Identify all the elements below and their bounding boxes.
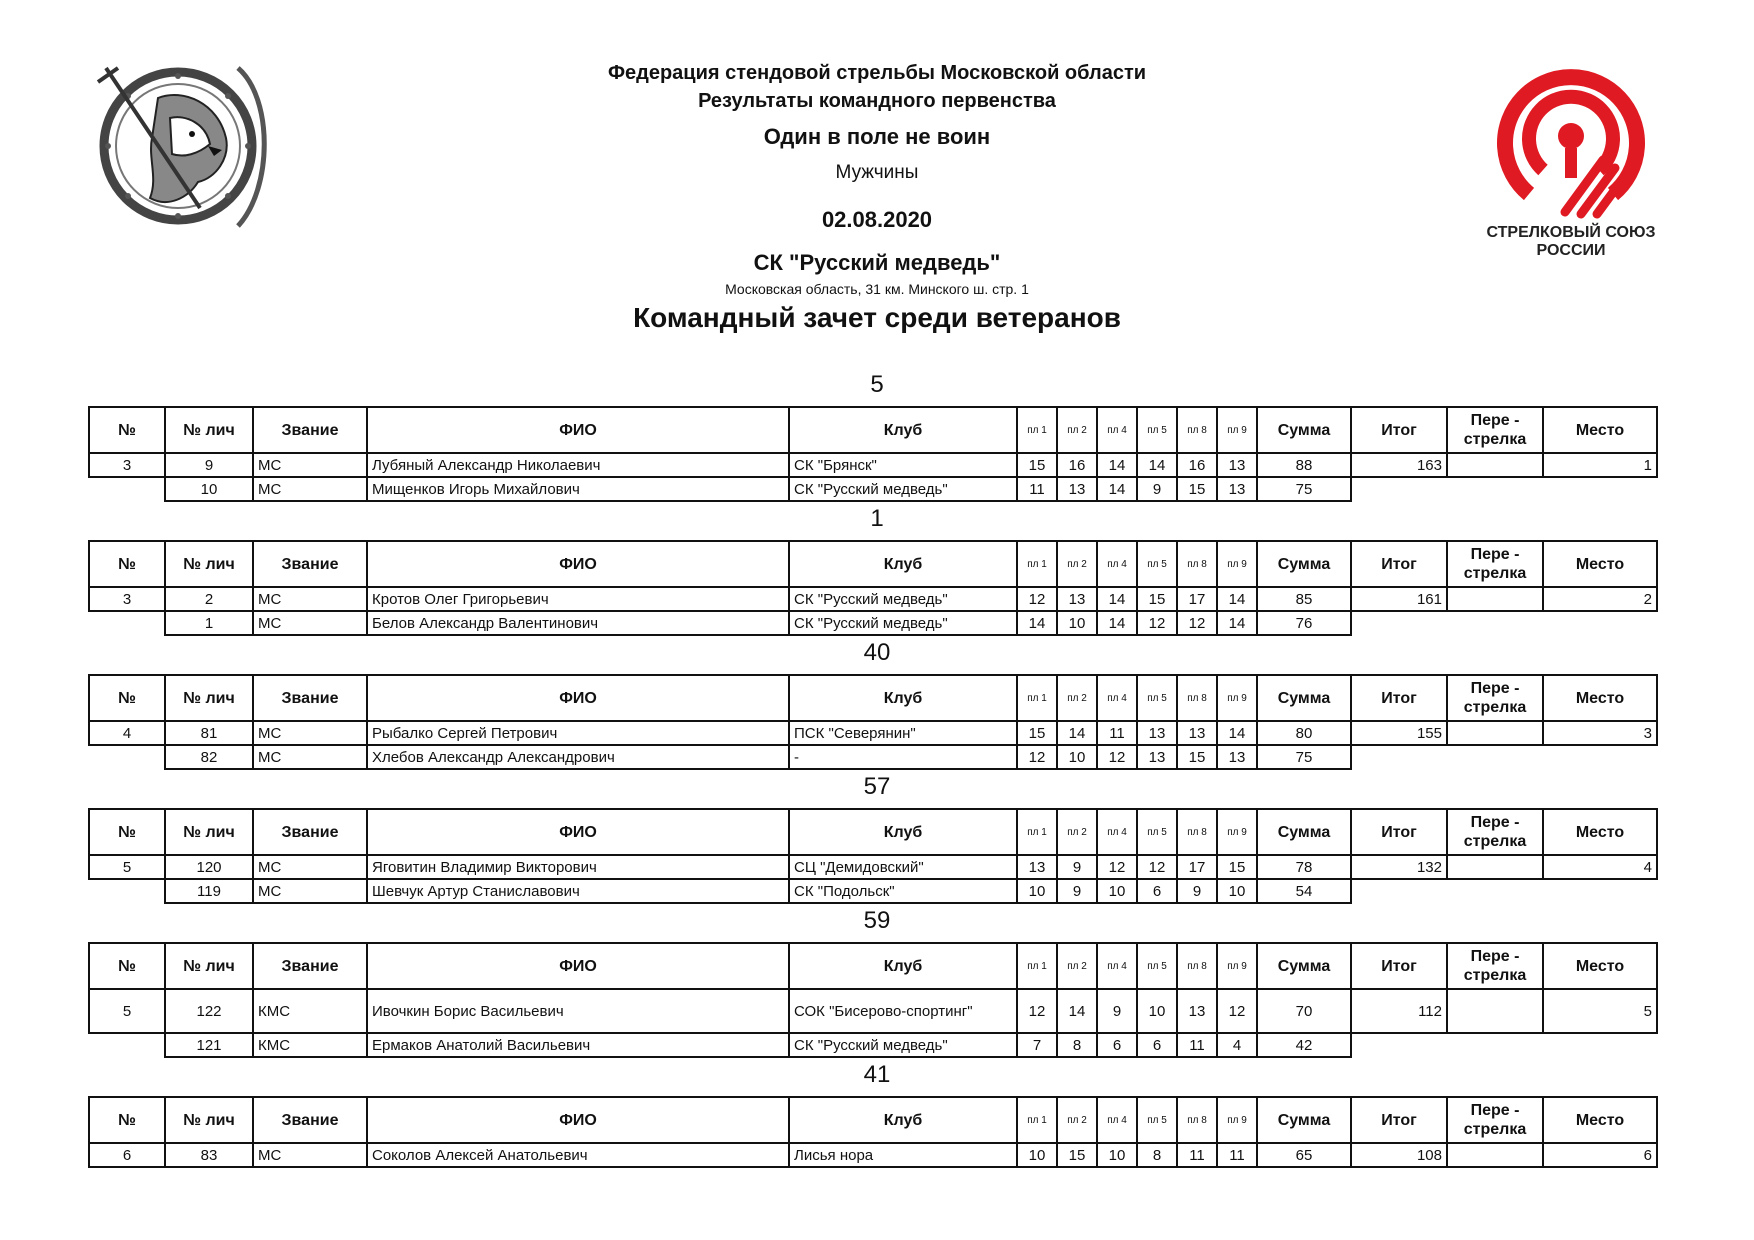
column-header-num: № <box>89 943 165 989</box>
team-rank-number: 5 <box>89 989 165 1033</box>
table-row <box>89 477 1657 501</box>
series-score: 13 <box>1137 721 1177 745</box>
team-total: 161 <box>1351 587 1447 611</box>
column-header-total: Итог <box>1351 675 1447 721</box>
column-header-club: Клуб <box>789 1097 1017 1143</box>
column-header-s8: пл 8 <box>1177 1097 1217 1143</box>
empty-cell <box>89 477 165 501</box>
athlete-name: Хлебов Александр Александрович <box>367 745 789 769</box>
column-header-sum: Сумма <box>1257 1097 1351 1143</box>
athlete-rank: МС <box>253 587 367 611</box>
column-header-s8: пл 8 <box>1177 809 1217 855</box>
team-rank-number: 3 <box>89 453 165 477</box>
athlete-name: Кротов Олег Григорьевич <box>367 587 789 611</box>
column-header-place: Место <box>1543 809 1657 855</box>
athlete-rank: КМС <box>253 989 367 1033</box>
athlete-rank: МС <box>253 879 367 903</box>
column-header-name: ФИО <box>367 407 789 453</box>
column-header-s1: пл 1 <box>1017 809 1057 855</box>
competition-title: Командный зачет среди ветеранов <box>633 302 1121 333</box>
table-row <box>89 745 1657 769</box>
shootoff-cell <box>1447 989 1543 1033</box>
team-number-label: 5 <box>870 371 884 398</box>
column-header-s8: пл 8 <box>1177 541 1217 587</box>
table-row <box>89 453 1657 477</box>
series-score: 15 <box>1017 721 1057 745</box>
series-score: 14 <box>1217 721 1257 745</box>
column-header-sum: Сумма <box>1257 809 1351 855</box>
athlete-sum: 80 <box>1257 721 1351 745</box>
athlete-club: СК "Русский медведь" <box>789 587 1017 611</box>
athlete-club: - <box>789 745 1017 769</box>
series-score: 15 <box>1177 745 1217 769</box>
personal-number: 10 <box>165 477 253 501</box>
column-header-personal: № лич <box>165 809 253 855</box>
column-header-rank: Звание <box>253 407 367 453</box>
column-header-s1: пл 1 <box>1017 675 1057 721</box>
series-score: 15 <box>1017 453 1057 477</box>
column-header-personal: № лич <box>165 541 253 587</box>
athlete-name: Яговитин Владимир Викторович <box>367 855 789 879</box>
column-header-s2: пл 2 <box>1057 809 1097 855</box>
column-header-s9: пл 9 <box>1217 541 1257 587</box>
personal-number: 122 <box>165 989 253 1033</box>
column-header-s1: пл 1 <box>1017 1097 1057 1143</box>
series-score: 7 <box>1017 1033 1057 1057</box>
column-header-rank: Звание <box>253 1097 367 1143</box>
column-header-shootoff: Пере - стрелка <box>1447 675 1543 721</box>
athlete-club: ПСК "Северянин" <box>789 721 1017 745</box>
series-score: 15 <box>1057 1143 1097 1167</box>
table-header-row <box>89 675 1657 721</box>
column-header-total: Итог <box>1351 541 1447 587</box>
federation-title: Федерация стендовой стрельбы Московской области <box>607 62 1147 84</box>
column-header-total: Итог <box>1351 943 1447 989</box>
team-place: 3 <box>1543 721 1657 745</box>
empty-cell <box>89 745 165 769</box>
column-header-s5: пл 5 <box>1137 541 1177 587</box>
series-score: 13 <box>1057 477 1097 501</box>
column-header-rank: Звание <box>253 943 367 989</box>
column-header-num: № <box>89 407 165 453</box>
venue-name: СК "Русский медведь" <box>753 250 1001 275</box>
column-header-s2: пл 2 <box>1057 675 1097 721</box>
team-place: 6 <box>1543 1143 1657 1167</box>
column-header-sum: Сумма <box>1257 675 1351 721</box>
athlete-club: СК "Русский медведь" <box>789 1033 1017 1057</box>
column-header-s9: пл 9 <box>1217 675 1257 721</box>
series-score: 15 <box>1137 587 1177 611</box>
series-score: 10 <box>1097 1143 1137 1167</box>
series-score: 4 <box>1217 1033 1257 1057</box>
team-total: 112 <box>1351 989 1447 1033</box>
series-score: 9 <box>1137 477 1177 501</box>
table-row <box>89 611 1657 635</box>
team-results-table <box>88 808 1658 904</box>
series-score: 10 <box>1017 879 1057 903</box>
series-score: 12 <box>1017 989 1057 1033</box>
column-header-shootoff: Пере - стрелка <box>1447 943 1543 989</box>
series-score: 12 <box>1017 587 1057 611</box>
series-score: 16 <box>1177 453 1217 477</box>
event-title: Один в поле не воин <box>763 124 991 149</box>
series-score: 8 <box>1137 1143 1177 1167</box>
athlete-name: Ивочкин Борис Васильевич <box>367 989 789 1033</box>
column-header-s4: пл 4 <box>1097 675 1137 721</box>
column-header-s8: пл 8 <box>1177 943 1217 989</box>
athlete-name: Лубяный Александр Николаевич <box>367 453 789 477</box>
series-score: 12 <box>1137 611 1177 635</box>
team-place: 5 <box>1543 989 1657 1033</box>
column-header-sum: Сумма <box>1257 407 1351 453</box>
column-header-s9: пл 9 <box>1217 407 1257 453</box>
column-header-shootoff: Пере - стрелка <box>1447 1097 1543 1143</box>
series-score: 6 <box>1137 879 1177 903</box>
athlete-name: Рыбалко Сергей Петрович <box>367 721 789 745</box>
team-rank-number: 4 <box>89 721 165 745</box>
athlete-club: СК "Брянск" <box>789 453 1017 477</box>
column-header-name: ФИО <box>367 1097 789 1143</box>
athlete-sum: 88 <box>1257 453 1351 477</box>
athlete-club: СК "Подольск" <box>789 879 1017 903</box>
athlete-rank: МС <box>253 1143 367 1167</box>
column-header-place: Место <box>1543 1097 1657 1143</box>
table-header-row <box>89 541 1657 587</box>
series-score: 12 <box>1017 745 1057 769</box>
column-header-personal: № лич <box>165 1097 253 1143</box>
column-header-name: ФИО <box>367 675 789 721</box>
athlete-sum: 75 <box>1257 745 1351 769</box>
team-results-table <box>88 674 1658 770</box>
personal-number: 82 <box>165 745 253 769</box>
athlete-club: СЦ "Демидовский" <box>789 855 1017 879</box>
column-header-shootoff: Пере - стрелка <box>1447 809 1543 855</box>
column-header-personal: № лич <box>165 407 253 453</box>
series-score: 14 <box>1097 453 1137 477</box>
series-score: 14 <box>1097 477 1137 501</box>
table-row <box>89 721 1657 745</box>
column-header-num: № <box>89 1097 165 1143</box>
empty-cell <box>1351 611 1657 635</box>
personal-number: 83 <box>165 1143 253 1167</box>
column-header-s8: пл 8 <box>1177 407 1217 453</box>
table-row <box>89 1143 1657 1167</box>
series-score: 9 <box>1177 879 1217 903</box>
column-header-place: Место <box>1543 675 1657 721</box>
column-header-s1: пл 1 <box>1017 407 1057 453</box>
event-date: 02.08.2020 <box>821 207 933 232</box>
series-score: 11 <box>1177 1143 1217 1167</box>
athlete-rank: МС <box>253 611 367 635</box>
column-header-s2: пл 2 <box>1057 943 1097 989</box>
team-results-table <box>88 942 1658 1058</box>
team-number-label: 59 <box>863 907 891 934</box>
column-header-sum: Сумма <box>1257 943 1351 989</box>
column-header-s5: пл 5 <box>1137 943 1177 989</box>
series-score: 10 <box>1217 879 1257 903</box>
personal-number: 120 <box>165 855 253 879</box>
athlete-name: Ермаков Анатолий Васильевич <box>367 1033 789 1057</box>
athlete-club: Лисья нора <box>789 1143 1017 1167</box>
team-number-label: 40 <box>863 639 891 666</box>
column-header-rank: Звание <box>253 809 367 855</box>
series-score: 13 <box>1137 745 1177 769</box>
athlete-rank: МС <box>253 477 367 501</box>
athlete-rank: МС <box>253 721 367 745</box>
column-header-s4: пл 4 <box>1097 407 1137 453</box>
series-score: 17 <box>1177 855 1217 879</box>
series-score: 13 <box>1217 477 1257 501</box>
venue-address: Московская область, 31 км. Минского ш. стр. 1 <box>725 281 1029 297</box>
series-score: 11 <box>1097 721 1137 745</box>
column-header-rank: Звание <box>253 675 367 721</box>
athlete-name: Мищенков Игорь Михайлович <box>367 477 789 501</box>
athlete-rank: МС <box>253 855 367 879</box>
column-header-total: Итог <box>1351 407 1447 453</box>
personal-number: 9 <box>165 453 253 477</box>
athlete-sum: 42 <box>1257 1033 1351 1057</box>
team-rank-number: 5 <box>89 855 165 879</box>
series-score: 16 <box>1057 453 1097 477</box>
series-score: 14 <box>1097 587 1137 611</box>
athlete-sum: 75 <box>1257 477 1351 501</box>
table-row <box>89 1033 1657 1057</box>
column-header-shootoff: Пере - стрелка <box>1447 541 1543 587</box>
table-row <box>89 989 1657 1033</box>
series-score: 13 <box>1177 721 1217 745</box>
series-score: 10 <box>1017 1143 1057 1167</box>
series-score: 12 <box>1097 855 1137 879</box>
team-results-table <box>88 1096 1658 1168</box>
table-row <box>89 879 1657 903</box>
results-title: Результаты командного первенства <box>698 90 1056 112</box>
series-score: 13 <box>1017 855 1057 879</box>
series-score: 12 <box>1097 745 1137 769</box>
series-score: 9 <box>1057 879 1097 903</box>
personal-number: 1 <box>165 611 253 635</box>
series-score: 15 <box>1217 855 1257 879</box>
athlete-name: Белов Александр Валентинович <box>367 611 789 635</box>
empty-cell <box>1351 477 1657 501</box>
personal-number: 81 <box>165 721 253 745</box>
series-score: 10 <box>1137 989 1177 1033</box>
athlete-sum: 76 <box>1257 611 1351 635</box>
series-score: 10 <box>1097 879 1137 903</box>
athlete-rank: КМС <box>253 1033 367 1057</box>
series-score: 10 <box>1057 745 1097 769</box>
column-header-place: Место <box>1543 541 1657 587</box>
column-header-total: Итог <box>1351 1097 1447 1143</box>
series-score: 14 <box>1217 611 1257 635</box>
column-header-s2: пл 2 <box>1057 1097 1097 1143</box>
athlete-name: Соколов Алексей Анатольевич <box>367 1143 789 1167</box>
personal-number: 2 <box>165 587 253 611</box>
series-score: 12 <box>1217 989 1257 1033</box>
column-header-total: Итог <box>1351 809 1447 855</box>
empty-cell <box>89 611 165 635</box>
table-header-row <box>89 809 1657 855</box>
column-header-place: Место <box>1543 407 1657 453</box>
column-header-shootoff: Пере - стрелка <box>1447 407 1543 453</box>
column-header-club: Клуб <box>789 675 1017 721</box>
column-header-s9: пл 9 <box>1217 809 1257 855</box>
team-number-label: 41 <box>863 1061 891 1088</box>
column-header-s9: пл 9 <box>1217 943 1257 989</box>
athlete-club: СК "Русский медведь" <box>789 477 1017 501</box>
column-header-s4: пл 4 <box>1097 1097 1137 1143</box>
series-score: 14 <box>1017 611 1057 635</box>
column-header-s5: пл 5 <box>1137 675 1177 721</box>
column-header-s8: пл 8 <box>1177 675 1217 721</box>
team-place: 1 <box>1543 453 1657 477</box>
column-header-personal: № лич <box>165 943 253 989</box>
athlete-sum: 70 <box>1257 989 1351 1033</box>
column-header-num: № <box>89 809 165 855</box>
column-header-name: ФИО <box>367 541 789 587</box>
series-score: 9 <box>1097 989 1137 1033</box>
column-header-num: № <box>89 675 165 721</box>
table-row <box>89 587 1657 611</box>
column-header-s4: пл 4 <box>1097 809 1137 855</box>
series-score: 9 <box>1057 855 1097 879</box>
athlete-sum: 78 <box>1257 855 1351 879</box>
series-score: 13 <box>1057 587 1097 611</box>
series-score: 17 <box>1177 587 1217 611</box>
athlete-sum: 65 <box>1257 1143 1351 1167</box>
athlete-rank: МС <box>253 453 367 477</box>
column-header-s5: пл 5 <box>1137 407 1177 453</box>
athlete-rank: МС <box>253 745 367 769</box>
team-results-table <box>88 540 1658 636</box>
athlete-sum: 54 <box>1257 879 1351 903</box>
series-score: 11 <box>1217 1143 1257 1167</box>
team-total: 132 <box>1351 855 1447 879</box>
team-total: 155 <box>1351 721 1447 745</box>
athlete-sum: 85 <box>1257 587 1351 611</box>
column-header-s5: пл 5 <box>1137 1097 1177 1143</box>
team-number-label: 57 <box>863 773 891 800</box>
column-header-s1: пл 1 <box>1017 541 1057 587</box>
table-row <box>89 855 1657 879</box>
column-header-s2: пл 2 <box>1057 407 1097 453</box>
team-place: 4 <box>1543 855 1657 879</box>
series-score: 13 <box>1217 453 1257 477</box>
empty-cell <box>1351 879 1657 903</box>
table-header-row <box>89 1097 1657 1143</box>
shootoff-cell <box>1447 855 1543 879</box>
shootoff-cell <box>1447 453 1543 477</box>
table-header-row <box>89 407 1657 453</box>
column-header-s4: пл 4 <box>1097 541 1137 587</box>
series-score: 14 <box>1137 453 1177 477</box>
column-header-sum: Сумма <box>1257 541 1351 587</box>
category-label: Мужчины <box>835 162 919 183</box>
team-number-label: 1 <box>870 505 884 532</box>
column-header-s4: пл 4 <box>1097 943 1137 989</box>
series-score: 13 <box>1177 989 1217 1033</box>
team-total: 163 <box>1351 453 1447 477</box>
series-score: 10 <box>1057 611 1097 635</box>
personal-number: 119 <box>165 879 253 903</box>
series-score: 13 <box>1217 745 1257 769</box>
series-score: 12 <box>1177 611 1217 635</box>
series-score: 6 <box>1097 1033 1137 1057</box>
column-header-s1: пл 1 <box>1017 943 1057 989</box>
series-score: 11 <box>1177 1033 1217 1057</box>
empty-cell <box>89 1033 165 1057</box>
series-score: 14 <box>1057 989 1097 1033</box>
team-total: 108 <box>1351 1143 1447 1167</box>
column-header-name: ФИО <box>367 943 789 989</box>
team-rank-number: 3 <box>89 587 165 611</box>
empty-cell <box>89 879 165 903</box>
column-header-name: ФИО <box>367 809 789 855</box>
series-score: 8 <box>1057 1033 1097 1057</box>
empty-cell <box>1351 745 1657 769</box>
personal-number: 121 <box>165 1033 253 1057</box>
team-rank-number: 6 <box>89 1143 165 1167</box>
shooting-union-name: СТРЕЛКОВЫЙ СОЮЗ РОССИИ <box>1486 224 1656 259</box>
column-header-s9: пл 9 <box>1217 1097 1257 1143</box>
shootoff-cell <box>1447 1143 1543 1167</box>
series-score: 6 <box>1137 1033 1177 1057</box>
column-header-s2: пл 2 <box>1057 541 1097 587</box>
empty-cell <box>1351 1033 1657 1057</box>
column-header-num: № <box>89 541 165 587</box>
table-header-row <box>89 943 1657 989</box>
column-header-personal: № лич <box>165 675 253 721</box>
team-place: 2 <box>1543 587 1657 611</box>
series-score: 15 <box>1177 477 1217 501</box>
series-score: 14 <box>1217 587 1257 611</box>
column-header-club: Клуб <box>789 943 1017 989</box>
column-header-club: Клуб <box>789 407 1017 453</box>
series-score: 12 <box>1137 855 1177 879</box>
shootoff-cell <box>1447 587 1543 611</box>
athlete-club: СОК "Бисерово-спортинг" <box>789 989 1017 1033</box>
shootoff-cell <box>1447 721 1543 745</box>
series-score: 14 <box>1097 611 1137 635</box>
column-header-club: Клуб <box>789 809 1017 855</box>
column-header-place: Место <box>1543 943 1657 989</box>
series-score: 14 <box>1057 721 1097 745</box>
column-header-club: Клуб <box>789 541 1017 587</box>
athlete-club: СК "Русский медведь" <box>789 611 1017 635</box>
athlete-name: Шевчук Артур Станиславович <box>367 879 789 903</box>
team-results-table <box>88 406 1658 502</box>
series-score: 11 <box>1017 477 1057 501</box>
column-header-s5: пл 5 <box>1137 809 1177 855</box>
column-header-rank: Звание <box>253 541 367 587</box>
